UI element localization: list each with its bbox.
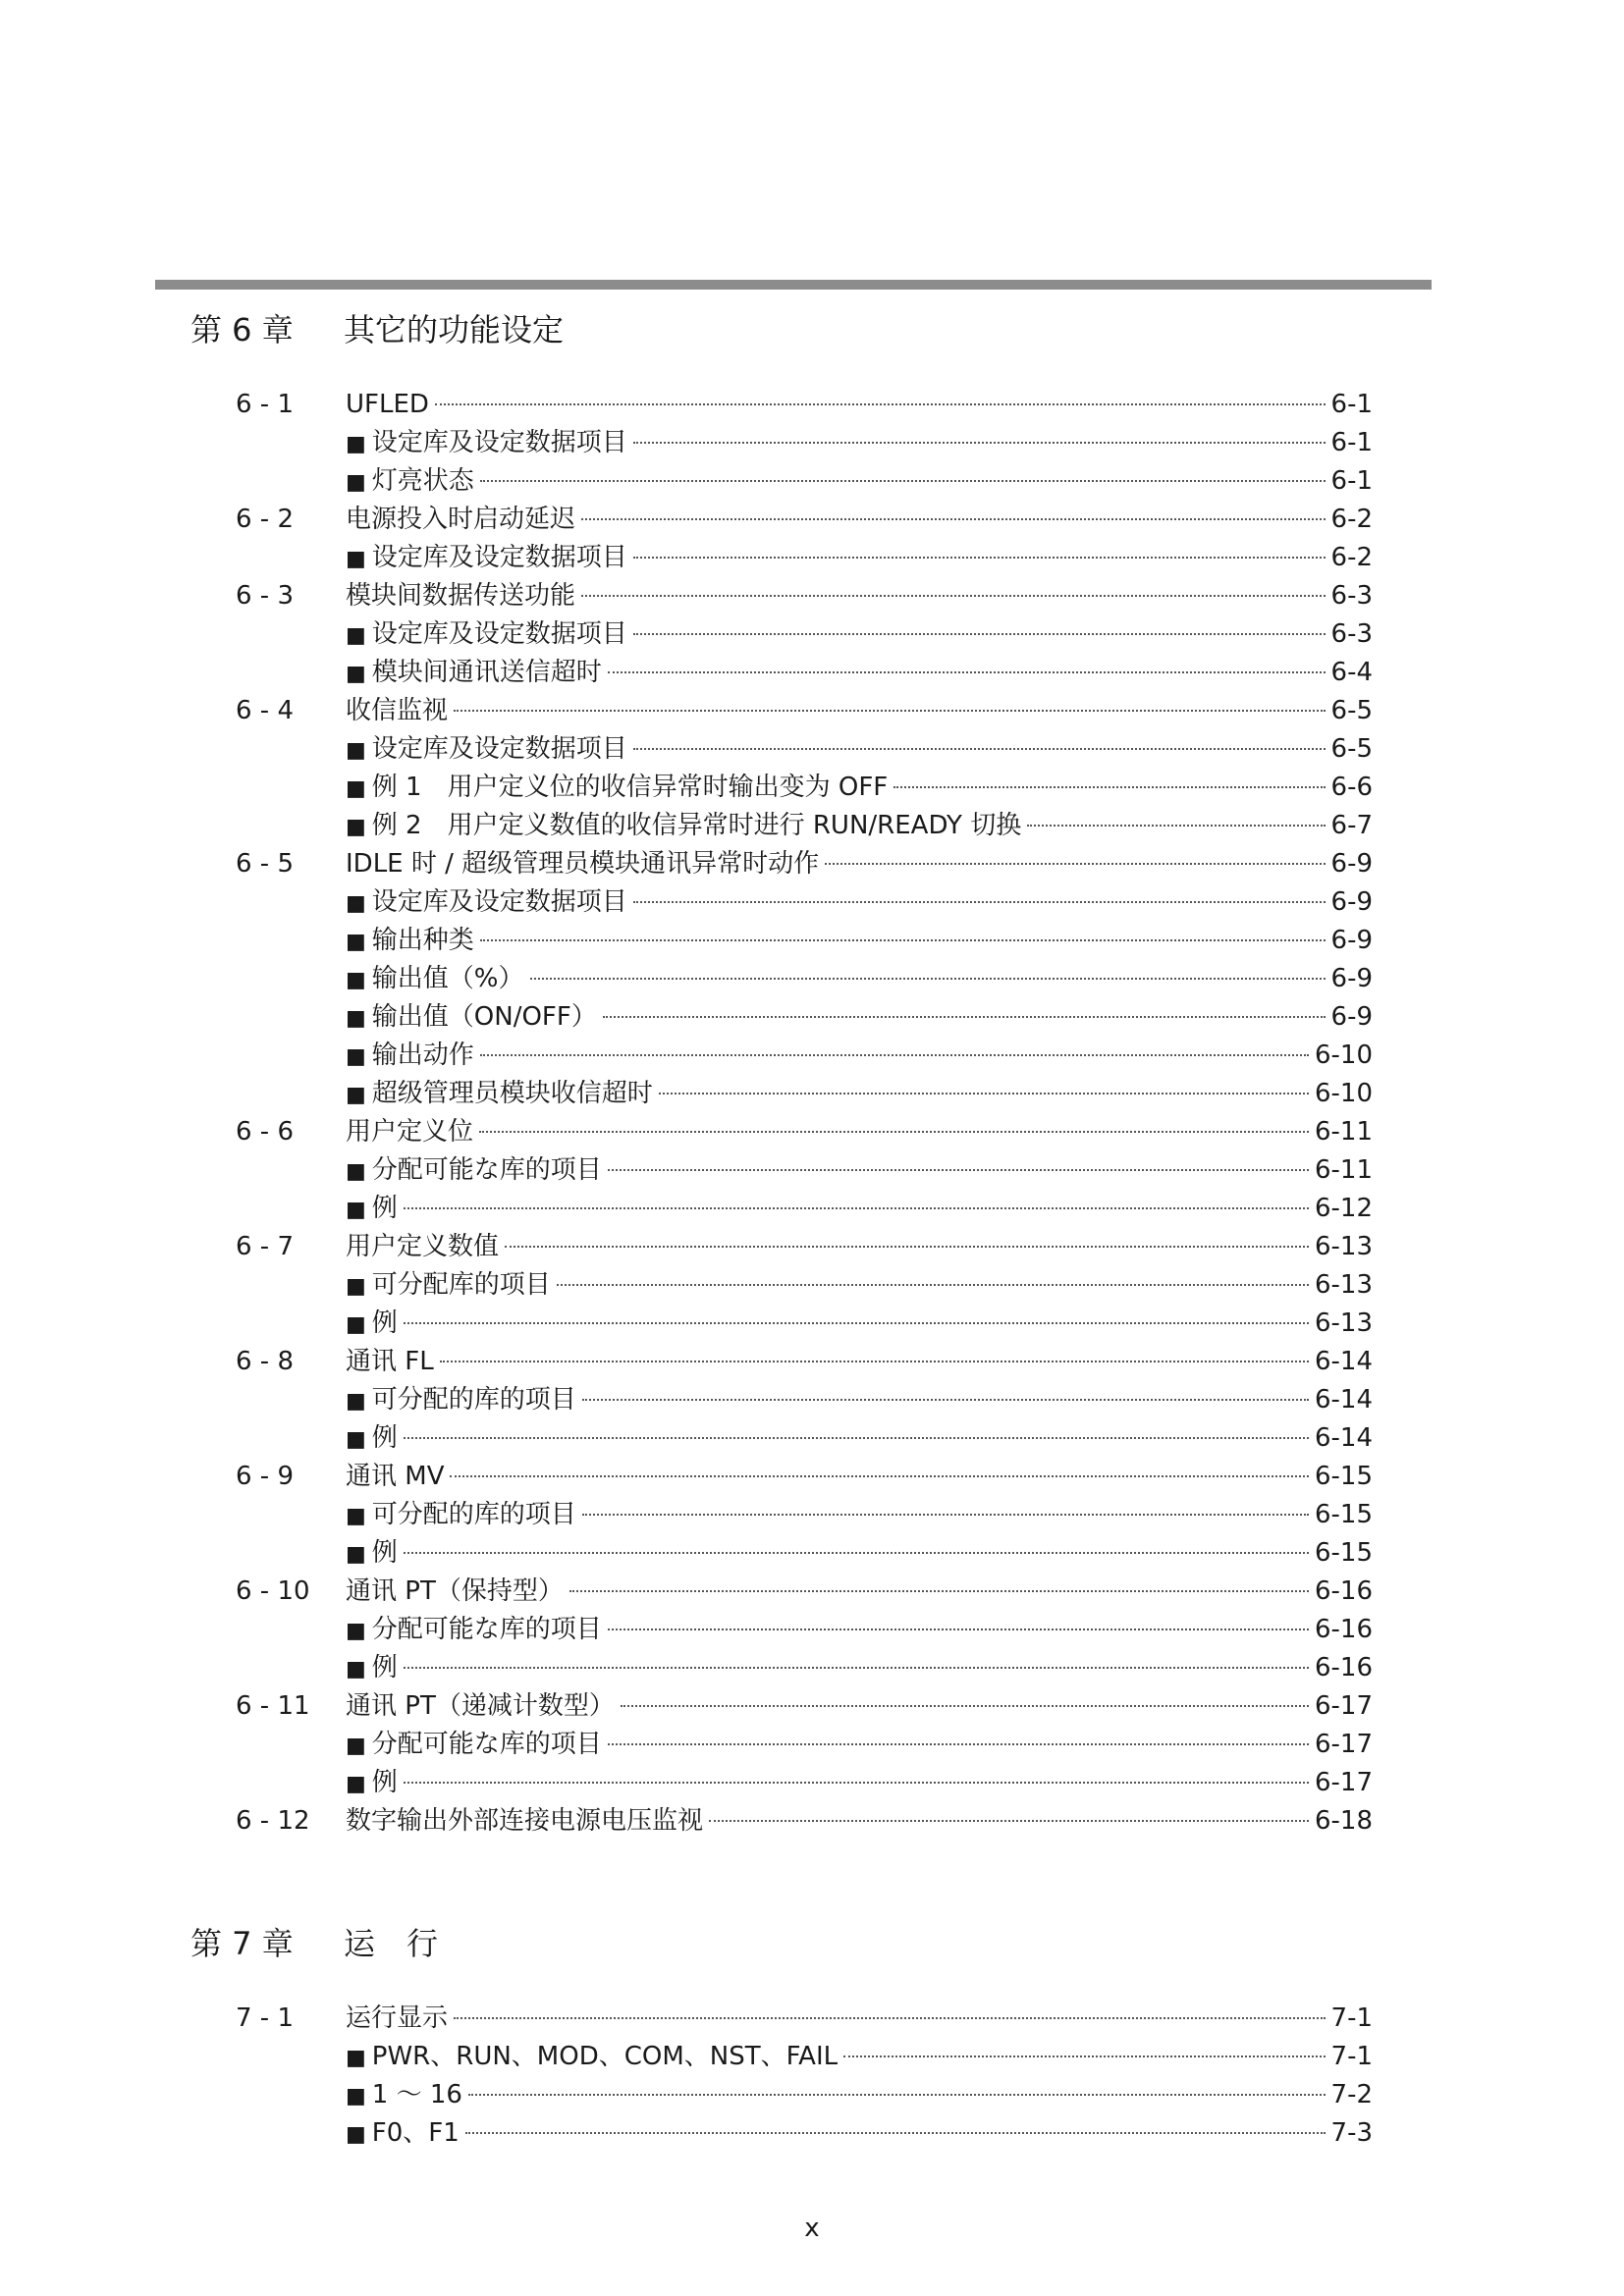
entry-title: 例 2 用户定义数值的收信异常时进行 RUN/READY 切换 (371, 811, 1022, 840)
dot-leader (404, 1552, 1309, 1554)
entry-title: 例 (371, 1194, 398, 1223)
toc-subsection-row (0, 1381, 1624, 1419)
dot-leader (825, 863, 1325, 865)
toc-entry (346, 1687, 1373, 1726)
toc-subsection-row (0, 1305, 1624, 1343)
entry-title: 例 (371, 1538, 398, 1568)
dot-leader (608, 1169, 1309, 1171)
page-reference: 6-16 (1314, 1653, 1373, 1682)
toc-entry (346, 1534, 1373, 1574)
section-number: 6 - 5 (236, 849, 294, 879)
dot-leader (450, 1475, 1309, 1477)
page-reference: 6-7 (1330, 811, 1373, 840)
page-reference: 6-9 (1330, 1002, 1373, 1032)
toc-section-row (0, 692, 1624, 730)
entry-title: 电源投入时启动延迟 (346, 505, 576, 534)
toc-entry (346, 1496, 1373, 1535)
dot-leader (633, 633, 1326, 635)
toc-subsection-row (0, 1726, 1624, 1764)
square-bullet-icon: ■ (346, 1198, 366, 1222)
dot-leader (440, 1361, 1309, 1362)
toc-section-row (0, 2000, 1624, 2038)
toc-subsection-row (0, 2038, 1624, 2076)
dot-leader (480, 1054, 1309, 1056)
toc-subsection-row (0, 2076, 1624, 2114)
toc-subsection-row (0, 1496, 1624, 1534)
toc-section-row (0, 1228, 1624, 1266)
entry-title: 通讯 PT（保持型） (346, 1576, 564, 1606)
dot-leader (709, 1820, 1309, 1822)
square-bullet-icon: ■ (346, 1504, 366, 1528)
page-reference: 6-5 (1330, 734, 1373, 764)
square-bullet-icon: ■ (346, 1312, 366, 1337)
page-reference: 6-17 (1314, 1768, 1373, 1797)
page-reference: 6-16 (1314, 1576, 1373, 1606)
dot-leader (479, 1131, 1309, 1133)
toc-list (0, 386, 1624, 1841)
entry-title: 可分配的库的项目 (371, 1385, 576, 1415)
page-reference: 6-11 (1314, 1117, 1373, 1147)
entry-title: 分配可能な库的项目 (371, 1155, 602, 1185)
section-number: 6 - 12 (236, 1806, 310, 1836)
dot-leader (480, 480, 1326, 482)
entry-title: 输出种类 (371, 926, 474, 955)
section-number: 6 - 2 (236, 505, 294, 534)
toc-entry (346, 1611, 1373, 1650)
toc-subsection-row (0, 883, 1624, 922)
dot-leader (581, 595, 1326, 597)
entry-title: 输出动作 (371, 1041, 474, 1070)
toc-entry (346, 2114, 1373, 2154)
entry-title: PWR、RUN、MOD、COM、NST、FAIL (371, 2042, 839, 2071)
page-reference: 6-14 (1314, 1385, 1373, 1415)
toc-entry (346, 1458, 1373, 1496)
dot-leader (404, 1322, 1309, 1324)
page-reference: 6-6 (1330, 773, 1373, 802)
page-reference: 6-14 (1314, 1423, 1373, 1453)
toc-entry (346, 1190, 1373, 1229)
page-reference: 7-2 (1330, 2080, 1373, 2109)
page-reference: 6-9 (1330, 964, 1373, 993)
toc-section-row (0, 1343, 1624, 1381)
toc-entry (346, 1037, 1373, 1076)
toc-entry (346, 1228, 1373, 1266)
entry-title: 灯亮状态 (371, 466, 474, 496)
page-reference: 6-1 (1330, 428, 1373, 457)
entry-title: 1 ～ 16 (371, 2080, 462, 2109)
square-bullet-icon: ■ (346, 432, 366, 456)
toc-section-row (0, 1802, 1624, 1841)
dot-leader (465, 2132, 1326, 2134)
square-bullet-icon: ■ (346, 1389, 366, 1414)
toc-entry (346, 883, 1373, 923)
square-bullet-icon: ■ (346, 776, 366, 801)
square-bullet-icon: ■ (346, 1427, 366, 1452)
toc-section-row (0, 1687, 1624, 1726)
toc-section-row (0, 1458, 1624, 1496)
chapter-heading (190, 310, 564, 349)
dot-leader (608, 1743, 1309, 1745)
entry-title: 例 (371, 1768, 398, 1797)
toc-subsection-row (0, 1075, 1624, 1113)
chapter-divider-bar (155, 280, 1432, 290)
entry-title: F0、F1 (371, 2118, 460, 2148)
entry-title: 输出值（ON/OFF） (371, 1002, 597, 1032)
entry-title: 运行显示 (346, 2003, 449, 2033)
toc-section-row (0, 1573, 1624, 1611)
page-reference: 6-5 (1330, 696, 1373, 725)
toc-section-row (0, 1113, 1624, 1151)
dot-leader (621, 1705, 1309, 1707)
toc-subsection-row (0, 1266, 1624, 1305)
dot-leader (404, 1207, 1309, 1209)
dot-leader (582, 1399, 1309, 1401)
square-bullet-icon: ■ (346, 662, 366, 686)
section-number: 7 - 1 (236, 2003, 294, 2033)
page-reference: 6-11 (1314, 1155, 1373, 1185)
page-reference: 6-10 (1314, 1041, 1373, 1070)
toc-entry (346, 2000, 1373, 2038)
dot-leader (633, 901, 1326, 903)
dot-leader (435, 403, 1326, 405)
toc-subsection-row (0, 960, 1624, 998)
toc-entry (346, 1151, 1373, 1191)
toc-subsection-row (0, 769, 1624, 807)
page-reference: 6-4 (1330, 658, 1373, 687)
section-number: 6 - 10 (236, 1576, 310, 1606)
entry-title: 设定库及设定数据项目 (371, 543, 627, 572)
square-bullet-icon: ■ (346, 1542, 366, 1567)
toc-entry (346, 1419, 1373, 1459)
dot-leader (893, 786, 1325, 788)
page-reference: 6-2 (1330, 505, 1373, 534)
chapter-number: 第 7 章 (190, 1925, 294, 1962)
toc-subsection-row (0, 1037, 1624, 1075)
square-bullet-icon: ■ (346, 968, 366, 992)
page-reference: 6-13 (1314, 1270, 1373, 1300)
toc-entry (346, 2038, 1373, 2077)
page-reference: 6-17 (1314, 1691, 1373, 1721)
toc-entry (346, 1381, 1373, 1420)
entry-title: 设定库及设定数据项目 (371, 887, 627, 917)
toc-subsection-row (0, 998, 1624, 1037)
toc-subsection-row (0, 1649, 1624, 1687)
entry-title: 通讯 PT（递减计数型） (346, 1691, 615, 1721)
dot-leader (1027, 825, 1325, 827)
toc-entry (346, 692, 1373, 730)
page-number: x (804, 2214, 820, 2243)
toc-entry (346, 845, 1373, 883)
page-reference: 6-17 (1314, 1730, 1373, 1759)
section-number: 6 - 1 (236, 390, 294, 419)
toc-entry (346, 730, 1373, 770)
entry-title: 例 1 用户定义位的收信异常时输出变为 OFF (371, 773, 889, 802)
toc-entry (346, 1726, 1373, 1765)
square-bullet-icon: ■ (346, 1734, 366, 1758)
dot-leader (582, 1514, 1309, 1516)
square-bullet-icon: ■ (346, 1274, 366, 1299)
toc-subsection-row (0, 1534, 1624, 1573)
page-reference: 6-1 (1330, 466, 1373, 496)
toc-entry (346, 998, 1373, 1038)
toc-list (0, 2000, 1624, 2153)
dot-leader (608, 671, 1326, 673)
square-bullet-icon: ■ (346, 623, 366, 648)
toc-entry (346, 501, 1373, 539)
square-bullet-icon: ■ (346, 2122, 366, 2147)
dot-leader (633, 557, 1326, 559)
toc-entry (346, 1075, 1373, 1114)
page-reference: 7-3 (1330, 2118, 1373, 2148)
toc-entry (346, 424, 1373, 463)
page-reference: 6-18 (1314, 1806, 1373, 1836)
page-reference: 6-13 (1314, 1308, 1373, 1338)
entry-title: 设定库及设定数据项目 (371, 619, 627, 649)
dot-leader (404, 1437, 1309, 1439)
toc-entry (346, 462, 1373, 502)
toc-subsection-row (0, 730, 1624, 769)
chapter-title: 运 行 (344, 1925, 439, 1962)
section-number: 6 - 4 (236, 696, 294, 725)
toc-entry (346, 386, 1373, 424)
entry-title: 输出值（%） (371, 964, 524, 993)
section-number: 6 - 3 (236, 581, 294, 611)
page-reference: 6-15 (1314, 1500, 1373, 1529)
dot-leader (633, 748, 1326, 750)
page-reference: 6-9 (1330, 849, 1373, 879)
square-bullet-icon: ■ (346, 930, 366, 954)
dot-leader (530, 978, 1326, 980)
entry-title: UFLED (346, 390, 429, 419)
page-reference: 6-9 (1330, 926, 1373, 955)
toc-entry (346, 1266, 1373, 1306)
page-reference: 7-1 (1330, 2003, 1373, 2033)
toc-subsection-row (0, 1611, 1624, 1649)
chapter-number: 第 6 章 (190, 311, 294, 348)
page-reference: 6-14 (1314, 1347, 1373, 1376)
section-number: 6 - 6 (236, 1117, 294, 1147)
dot-leader (843, 2056, 1325, 2057)
toc-subsection-row (0, 2114, 1624, 2153)
toc-subsection-row (0, 615, 1624, 654)
toc-entry (346, 922, 1373, 961)
square-bullet-icon: ■ (346, 1619, 366, 1643)
entry-title: 例 (371, 1423, 398, 1453)
dot-leader (633, 442, 1326, 444)
dot-leader (659, 1093, 1309, 1095)
entry-title: 设定库及设定数据项目 (371, 734, 627, 764)
page-reference: 6-1 (1330, 390, 1373, 419)
toc-subsection-row (0, 424, 1624, 462)
toc-subsection-row (0, 654, 1624, 692)
page-reference: 6-12 (1314, 1194, 1373, 1223)
square-bullet-icon: ■ (346, 1083, 366, 1107)
toc-entry (346, 1113, 1373, 1151)
dot-leader (608, 1629, 1309, 1630)
dot-leader (454, 710, 1326, 712)
toc-entry (346, 615, 1373, 655)
page-reference: 6-9 (1330, 887, 1373, 917)
toc-section-row (0, 501, 1624, 539)
toc-entry (346, 1649, 1373, 1688)
dot-leader (557, 1284, 1309, 1286)
dot-leader (581, 518, 1326, 520)
toc-section-row (0, 386, 1624, 424)
section-number: 6 - 11 (236, 1691, 310, 1721)
page-reference: 6-16 (1314, 1615, 1373, 1644)
entry-title: 模块间数据传送功能 (346, 581, 576, 611)
chapter-heading (190, 1924, 438, 1963)
dot-leader (404, 1667, 1309, 1669)
toc-entry (346, 807, 1373, 846)
entry-title: 超级管理员模块收信超时 (371, 1079, 653, 1108)
dot-leader (505, 1246, 1309, 1248)
entry-title: 用户定义位 (346, 1117, 474, 1147)
square-bullet-icon: ■ (346, 1772, 366, 1796)
page-reference: 6-2 (1330, 543, 1373, 572)
entry-title: 分配可能な库的项目 (371, 1615, 602, 1644)
section-number: 6 - 7 (236, 1232, 294, 1261)
toc-subsection-row (0, 922, 1624, 960)
square-bullet-icon: ■ (346, 815, 366, 839)
entry-title: IDLE 时 / 超级管理员模块通讯异常时动作 (346, 849, 820, 879)
entry-title: 模块间通讯送信超时 (371, 658, 602, 687)
entry-title: 通讯 MV (346, 1462, 445, 1491)
entry-title: 收信监视 (346, 696, 449, 725)
square-bullet-icon: ■ (346, 738, 366, 763)
toc-subsection-row (0, 1151, 1624, 1190)
page-reference: 6-13 (1314, 1232, 1373, 1261)
toc-entry (346, 577, 1373, 615)
entry-title: 可分配的库的项目 (371, 1500, 576, 1529)
square-bullet-icon: ■ (346, 2046, 366, 2070)
dot-leader (569, 1590, 1309, 1592)
toc-entry (346, 1764, 1373, 1803)
toc-entry (346, 1343, 1373, 1381)
page-reference: 6-10 (1314, 1079, 1373, 1108)
toc-entry (346, 654, 1373, 693)
page-reference: 6-15 (1314, 1538, 1373, 1568)
toc-section-row (0, 577, 1624, 615)
entry-title: 数字输出外部连接电源电压监视 (346, 1806, 704, 1836)
square-bullet-icon: ■ (346, 1657, 366, 1682)
square-bullet-icon: ■ (346, 1006, 366, 1031)
chapter-title: 其它的功能设定 (344, 311, 565, 348)
page-reference: 6-3 (1330, 581, 1373, 611)
toc-entry (346, 2076, 1373, 2115)
square-bullet-icon: ■ (346, 1044, 366, 1069)
square-bullet-icon: ■ (346, 891, 366, 916)
page-reference: 7-1 (1330, 2042, 1373, 2071)
toc-subsection-row (0, 1419, 1624, 1458)
toc-subsection-row (0, 1190, 1624, 1228)
section-number: 6 - 8 (236, 1347, 294, 1376)
toc-entry (346, 1573, 1373, 1611)
toc-subsection-row (0, 807, 1624, 845)
toc-subsection-row (0, 462, 1624, 501)
entry-title: 通讯 FL (346, 1347, 434, 1376)
toc-entry (346, 769, 1373, 808)
toc-subsection-row (0, 1764, 1624, 1802)
toc-section-row (0, 845, 1624, 883)
entry-title: 分配可能な库的项目 (371, 1730, 602, 1759)
entry-title: 例 (371, 1653, 398, 1682)
entry-title: 设定库及设定数据项目 (371, 428, 627, 457)
entry-title: 可分配库的项目 (371, 1270, 551, 1300)
page-reference: 6-3 (1330, 619, 1373, 649)
page-reference: 6-15 (1314, 1462, 1373, 1491)
square-bullet-icon: ■ (346, 2084, 366, 2109)
toc-entry (346, 1802, 1373, 1841)
dot-leader (468, 2094, 1326, 2096)
square-bullet-icon: ■ (346, 1159, 366, 1184)
dot-leader (404, 1782, 1309, 1784)
entry-title: 用户定义数值 (346, 1232, 500, 1261)
toc-subsection-row (0, 539, 1624, 577)
toc-entry (346, 1305, 1373, 1344)
square-bullet-icon: ■ (346, 470, 366, 495)
dot-leader (454, 2017, 1326, 2019)
dot-leader (480, 939, 1326, 941)
square-bullet-icon: ■ (346, 547, 366, 571)
dot-leader (603, 1016, 1326, 1018)
toc-entry (346, 960, 1373, 999)
section-number: 6 - 9 (236, 1462, 294, 1491)
entry-title: 例 (371, 1308, 398, 1338)
toc-entry (346, 539, 1373, 578)
